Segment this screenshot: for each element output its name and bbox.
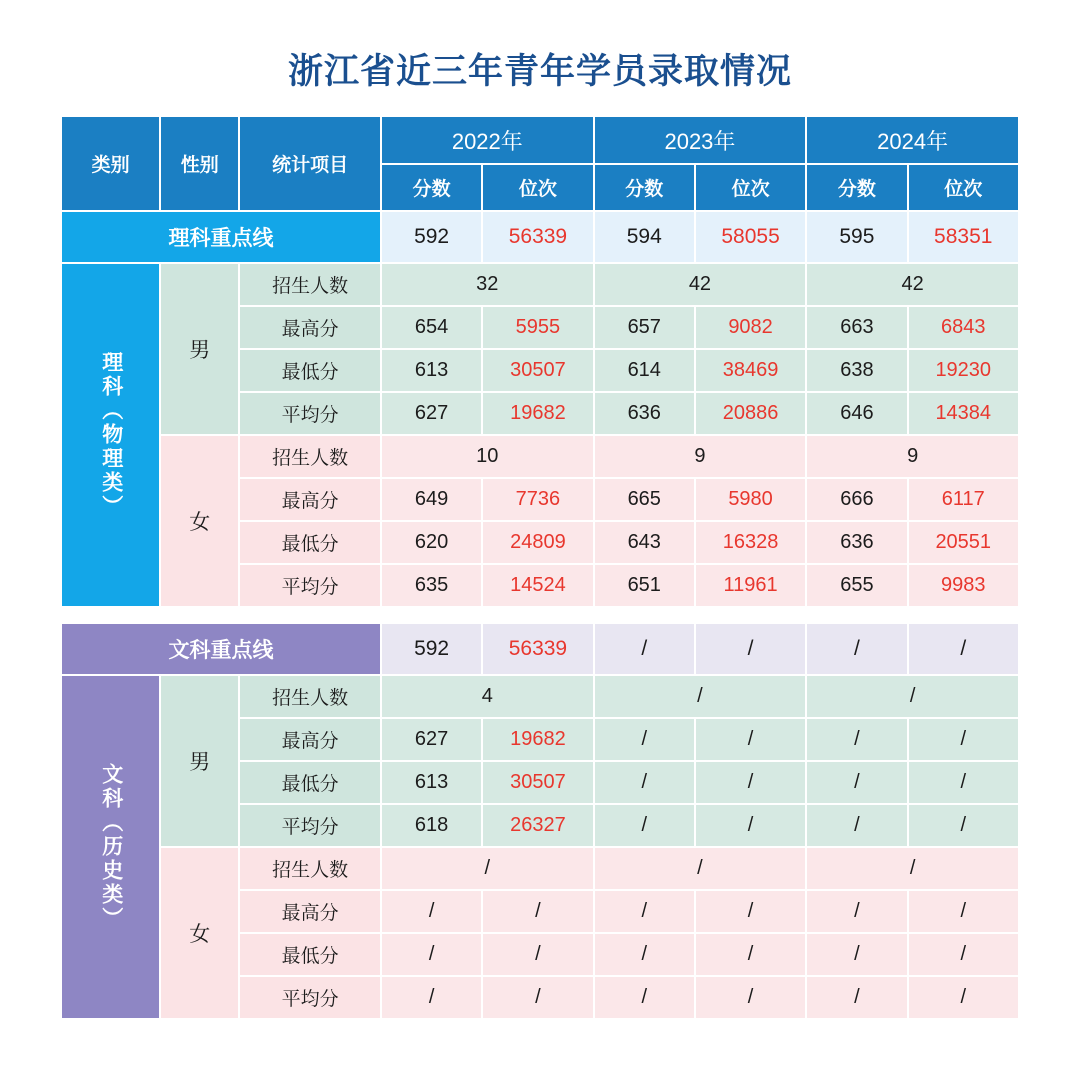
liberal-female-max-score-2022: / — [381, 890, 482, 933]
science-male-max-rank-2024: 6843 — [908, 306, 1019, 349]
header-rank-2024: 位次 — [908, 164, 1019, 211]
liberal-female-max-rank-2022: / — [482, 890, 593, 933]
liberal-male-enrollment-row — [61, 675, 1019, 718]
liberal-female-min-rank-2024: / — [908, 933, 1019, 976]
science-female-max-label: 最高分 — [239, 478, 381, 521]
liberal-male-avg-label: 平均分 — [239, 804, 381, 847]
liberal-male-max-rank-2024: / — [908, 718, 1019, 761]
header-item: 统计项目 — [239, 116, 381, 211]
liberal-key-line-score-2022: 592 — [381, 623, 482, 675]
liberal-male-min-rank-2024: / — [908, 761, 1019, 804]
liberal-male-max-score-2024: / — [806, 718, 907, 761]
science-male-enrollment-label: 招生人数 — [239, 263, 381, 306]
science-female-min-score-2022: 620 — [381, 521, 482, 564]
science-key-line-label: 理科重点线 — [61, 211, 381, 263]
liberal-male-avg-rank-2024: / — [908, 804, 1019, 847]
science-male-min-rank-2022: 30507 — [482, 349, 593, 392]
liberal-male-min-score-2022: 613 — [381, 761, 482, 804]
science-female-avg-rank-2022: 14524 — [482, 564, 593, 607]
liberal-male-min-score-2023: / — [594, 761, 695, 804]
liberal-female-min-rank-2022: / — [482, 933, 593, 976]
liberal-male-avg-rank-2022: 26327 — [482, 804, 593, 847]
liberal-female-min-score-2023: / — [594, 933, 695, 976]
liberal-key-line-rank-2023: / — [695, 623, 806, 675]
science-key-line-score-2024: 595 — [806, 211, 907, 263]
liberal-female-enrollment-2022: / — [381, 847, 594, 890]
science-male-max-rank-2023: 9082 — [695, 306, 806, 349]
science-female-label: 女 — [160, 435, 239, 607]
science-female-avg-label: 平均分 — [239, 564, 381, 607]
science-key-line-score-2023: 594 — [594, 211, 695, 263]
header-year-2022: 2022年 — [381, 116, 594, 164]
liberal-female-max-rank-2023: / — [695, 890, 806, 933]
liberal-male-max-rank-2022: 19682 — [482, 718, 593, 761]
science-male-min-rank-2023: 38469 — [695, 349, 806, 392]
liberal-female-min-rank-2023: / — [695, 933, 806, 976]
liberal-male-min-score-2024: / — [806, 761, 907, 804]
science-female-enrollment-2023: 9 — [594, 435, 807, 478]
liberal-male-max-label: 最高分 — [239, 718, 381, 761]
header-gender: 性别 — [160, 116, 239, 211]
liberal-female-label: 女 — [160, 847, 239, 1019]
table-header-row-1 — [61, 116, 1019, 164]
science-male-min-score-2024: 638 — [806, 349, 907, 392]
science-key-line-row — [61, 211, 1019, 263]
science-male-enrollment-row — [61, 263, 1019, 306]
liberal-key-line-rank-2022: 56339 — [482, 623, 593, 675]
science-male-enrollment-2022: 32 — [381, 263, 594, 306]
liberal-female-avg-score-2023: / — [594, 976, 695, 1019]
liberal-key-line-rank-2024: / — [908, 623, 1019, 675]
science-key-line-rank-2022: 56339 — [482, 211, 593, 263]
science-male-avg-rank-2024: 14384 — [908, 392, 1019, 435]
liberal-male-max-score-2022: 627 — [381, 718, 482, 761]
liberal-female-max-rank-2024: / — [908, 890, 1019, 933]
header-score-2024: 分数 — [806, 164, 907, 211]
liberal-female-max-score-2023: / — [594, 890, 695, 933]
science-male-min-score-2023: 614 — [594, 349, 695, 392]
liberal-key-line-row — [61, 623, 1019, 675]
liberal-key-line-score-2023: / — [594, 623, 695, 675]
science-male-min-rank-2024: 19230 — [908, 349, 1019, 392]
science-female-avg-rank-2024: 9983 — [908, 564, 1019, 607]
liberal-male-label: 男 — [160, 675, 239, 847]
science-female-avg-score-2022: 635 — [381, 564, 482, 607]
science-female-max-rank-2024: 6117 — [908, 478, 1019, 521]
science-male-min-score-2022: 613 — [381, 349, 482, 392]
liberal-male-avg-rank-2023: / — [695, 804, 806, 847]
science-key-line-rank-2023: 58055 — [695, 211, 806, 263]
science-female-max-rank-2023: 5980 — [695, 478, 806, 521]
science-female-max-score-2022: 649 — [381, 478, 482, 521]
liberal-female-enrollment-label: 招生人数 — [239, 847, 381, 890]
liberal-male-enrollment-2024: / — [806, 675, 1019, 718]
science-female-avg-score-2023: 651 — [594, 564, 695, 607]
science-male-enrollment-2024: 42 — [806, 263, 1019, 306]
science-male-enrollment-2023: 42 — [594, 263, 807, 306]
liberal-male-enrollment-label: 招生人数 — [239, 675, 381, 718]
science-male-avg-rank-2022: 19682 — [482, 392, 593, 435]
liberal-female-enrollment-2024: / — [806, 847, 1019, 890]
science-female-min-rank-2022: 24809 — [482, 521, 593, 564]
science-key-line-score-2022: 592 — [381, 211, 482, 263]
science-female-min-rank-2023: 16328 — [695, 521, 806, 564]
science-male-max-score-2023: 657 — [594, 306, 695, 349]
liberal-male-avg-score-2024: / — [806, 804, 907, 847]
science-male-avg-rank-2023: 20886 — [695, 392, 806, 435]
science-male-avg-score-2024: 646 — [806, 392, 907, 435]
science-male-avg-score-2023: 636 — [594, 392, 695, 435]
liberal-female-avg-label: 平均分 — [239, 976, 381, 1019]
liberal-key-line-score-2024: / — [806, 623, 907, 675]
header-year-2023: 2023年 — [594, 116, 807, 164]
science-male-label: 男 — [160, 263, 239, 435]
liberal-female-avg-score-2022: / — [381, 976, 482, 1019]
table-section-spacer — [61, 607, 1019, 623]
liberal-female-avg-rank-2022: / — [482, 976, 593, 1019]
liberal-male-enrollment-2022: 4 — [381, 675, 594, 718]
science-female-max-rank-2022: 7736 — [482, 478, 593, 521]
science-female-avg-rank-2023: 11961 — [695, 564, 806, 607]
liberal-male-avg-score-2023: / — [594, 804, 695, 847]
liberal-female-enrollment-row — [61, 847, 1019, 890]
science-category-text: 理科（物理类） — [99, 351, 123, 519]
liberal-female-min-score-2022: / — [381, 933, 482, 976]
science-female-avg-score-2024: 655 — [806, 564, 907, 607]
science-male-min-label: 最低分 — [239, 349, 381, 392]
science-female-enrollment-2022: 10 — [381, 435, 594, 478]
liberal-category-text: 文科（历史类） — [99, 763, 123, 931]
science-category-label — [61, 263, 160, 607]
liberal-female-max-score-2024: / — [806, 890, 907, 933]
liberal-female-avg-rank-2023: / — [695, 976, 806, 1019]
science-male-avg-label: 平均分 — [239, 392, 381, 435]
header-score-2022: 分数 — [381, 164, 482, 211]
liberal-female-avg-rank-2024: / — [908, 976, 1019, 1019]
science-male-max-label: 最高分 — [239, 306, 381, 349]
liberal-category-label — [61, 675, 160, 1019]
science-female-min-label: 最低分 — [239, 521, 381, 564]
science-female-enrollment-label: 招生人数 — [239, 435, 381, 478]
admission-table — [61, 116, 1019, 1019]
science-female-enrollment-2024: 9 — [806, 435, 1019, 478]
liberal-male-min-rank-2023: / — [695, 761, 806, 804]
science-male-max-score-2024: 663 — [806, 306, 907, 349]
science-male-max-score-2022: 654 — [381, 306, 482, 349]
liberal-female-avg-score-2024: / — [806, 976, 907, 1019]
page-title: 浙江省近三年青年学员录取情况 — [287, 52, 792, 91]
header-year-2024: 2024年 — [806, 116, 1019, 164]
liberal-female-enrollment-2023: / — [594, 847, 807, 890]
science-female-min-score-2024: 636 — [806, 521, 907, 564]
science-female-min-rank-2024: 20551 — [908, 521, 1019, 564]
science-female-min-score-2023: 643 — [594, 521, 695, 564]
science-male-avg-score-2022: 627 — [381, 392, 482, 435]
liberal-male-min-rank-2022: 30507 — [482, 761, 593, 804]
header-score-2023: 分数 — [594, 164, 695, 211]
liberal-male-enrollment-2023: / — [594, 675, 807, 718]
liberal-female-min-label: 最低分 — [239, 933, 381, 976]
liberal-male-min-label: 最低分 — [239, 761, 381, 804]
science-male-max-rank-2022: 5955 — [482, 306, 593, 349]
liberal-male-avg-score-2022: 618 — [381, 804, 482, 847]
science-key-line-rank-2024: 58351 — [908, 211, 1019, 263]
header-category: 类别 — [61, 116, 160, 211]
liberal-female-min-score-2024: / — [806, 933, 907, 976]
liberal-male-max-rank-2023: / — [695, 718, 806, 761]
science-female-enrollment-row — [61, 435, 1019, 478]
header-rank-2022: 位次 — [482, 164, 593, 211]
liberal-key-line-label: 文科重点线 — [61, 623, 381, 675]
spacer-cell — [61, 607, 1019, 623]
liberal-male-max-score-2023: / — [594, 718, 695, 761]
science-female-max-score-2024: 666 — [806, 478, 907, 521]
liberal-female-max-label: 最高分 — [239, 890, 381, 933]
science-female-max-score-2023: 665 — [594, 478, 695, 521]
header-rank-2023: 位次 — [695, 164, 806, 211]
